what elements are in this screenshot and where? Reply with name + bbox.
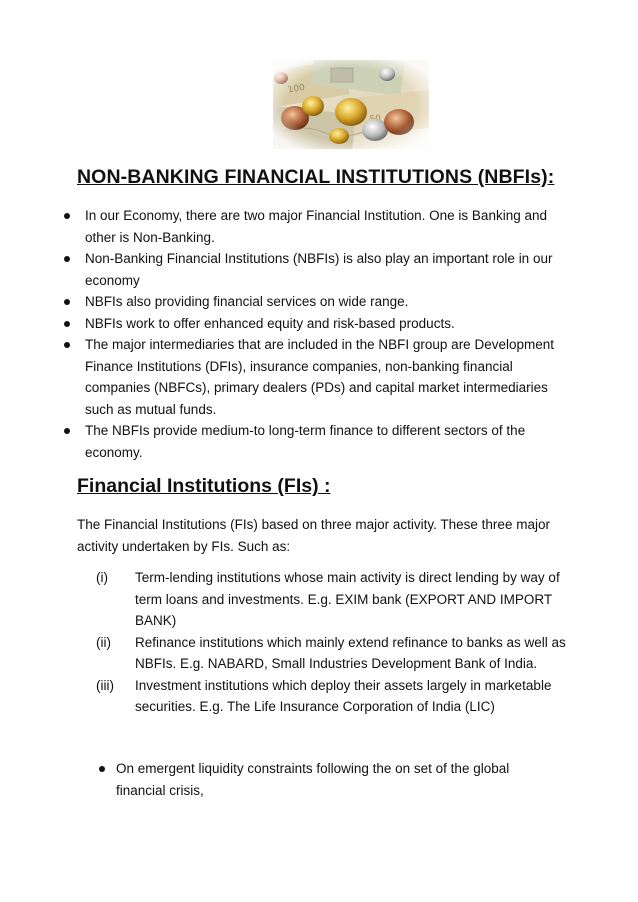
section-heading: Financial Institutions (FIs) : <box>77 475 331 497</box>
nbfi-bullet-list <box>58 205 578 463</box>
list-item-text: Refinance institutions which mainly extend refinance to banks as well as NBFIs. E.g. NABARD, Small Industries Development Bank of India. <box>135 634 566 671</box>
list-item-number: (ii) <box>96 634 111 650</box>
list-item: NBFIs work to offer enhanced equity and risk-based products. <box>58 313 578 335</box>
list-item: In our Economy, there are two major Financial Institution. One is Banking and other is Non-Banking. <box>58 205 578 248</box>
list-item: The major intermediaries that are included in the NBFI group are Development Finance Institutions (DFIs), insurance companies, non-banking financial companies (NBFCs), primary dealers (PDs) and capital market intermediaries such as mutual funds. <box>58 334 578 420</box>
list-item <box>77 632 567 675</box>
intro-paragraph: The Financial Institutions (FIs) based on three major activity. These three major activity undertaken by FIs. Such as: <box>77 517 550 554</box>
list-item-number: (iii) <box>96 677 114 693</box>
list-item-text: Term-lending institutions whose main activity is direct lending by way of term loans and investments. E.g. EXIM bank (EXPORT AND IMPORT BANK) <box>135 570 560 628</box>
list-item: Non-Banking Financial Institutions (NBFIs) is also play an important role in our economy <box>58 248 578 291</box>
list-item <box>77 675 567 718</box>
list-item: On emergent liquidity constraints following the on set of the global financial crisis, <box>98 758 558 801</box>
list-item-number: (i) <box>96 570 108 585</box>
coins-banknotes-image <box>273 60 429 149</box>
list-item: The NBFIs provide medium-to long-term finance to different sectors of the economy. <box>58 420 578 463</box>
list-item-text: Investment institutions which deploy their assets largely in marketable securities. E.g. The Life Insurance Corporation of India (LIC) <box>135 677 552 714</box>
list-item <box>77 567 567 632</box>
list-item: NBFIs also providing financial services on wide range. <box>58 291 578 313</box>
page-title: NON-BANKING FINANCIAL INSTITUTIONS (NBFIs): <box>77 166 555 188</box>
fi-activity-list <box>77 567 567 718</box>
crisis-bullet-list <box>98 758 558 801</box>
